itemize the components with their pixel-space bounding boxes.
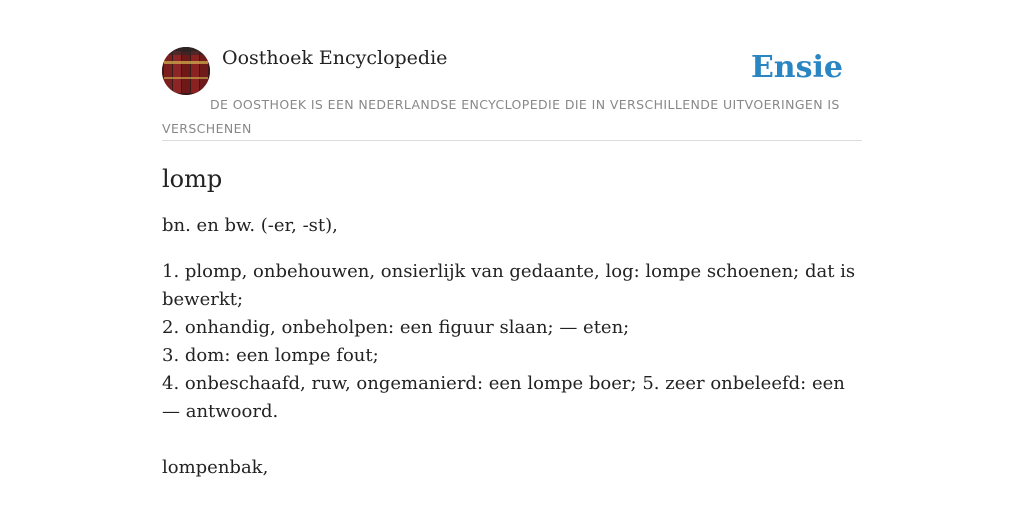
site-title[interactable]: Oosthoek Encyclopedie bbox=[222, 47, 448, 69]
entry-title: lomp bbox=[162, 165, 223, 193]
site-header bbox=[162, 45, 862, 141]
encyclopedia-books-icon[interactable] bbox=[162, 47, 210, 95]
definition-3: 3. dom: een lompe fout; bbox=[162, 345, 379, 366]
grammar-info: bn. en bw. (-er, -st), bbox=[162, 215, 338, 236]
definitions bbox=[162, 258, 862, 426]
related-term: lompenbak, bbox=[162, 457, 269, 478]
entry-content bbox=[162, 160, 862, 482]
definition-4: 4. onbeschaafd, ruw, ongemanierd: een lompe boer; 5. zeer onbeleefd: een — antwoord. bbox=[162, 373, 845, 422]
definition-1: 1. plomp, onbehouwen, onsierlijk van gedaante, log: lompe schoenen; dat is bewerkt; bbox=[162, 261, 856, 310]
definition-2: 2. onhandig, onbeholpen: een figuur slaan; — eten; bbox=[162, 317, 630, 338]
ensie-logo-link[interactable]: Ensie bbox=[750, 50, 843, 85]
site-description: DE OOSTHOEK IS EEN NEDERLANDSE ENCYCLOPEDIE DIE IN VERSCHILLENDE UITVOERINGEN IS VERSCHENEN bbox=[162, 97, 840, 136]
